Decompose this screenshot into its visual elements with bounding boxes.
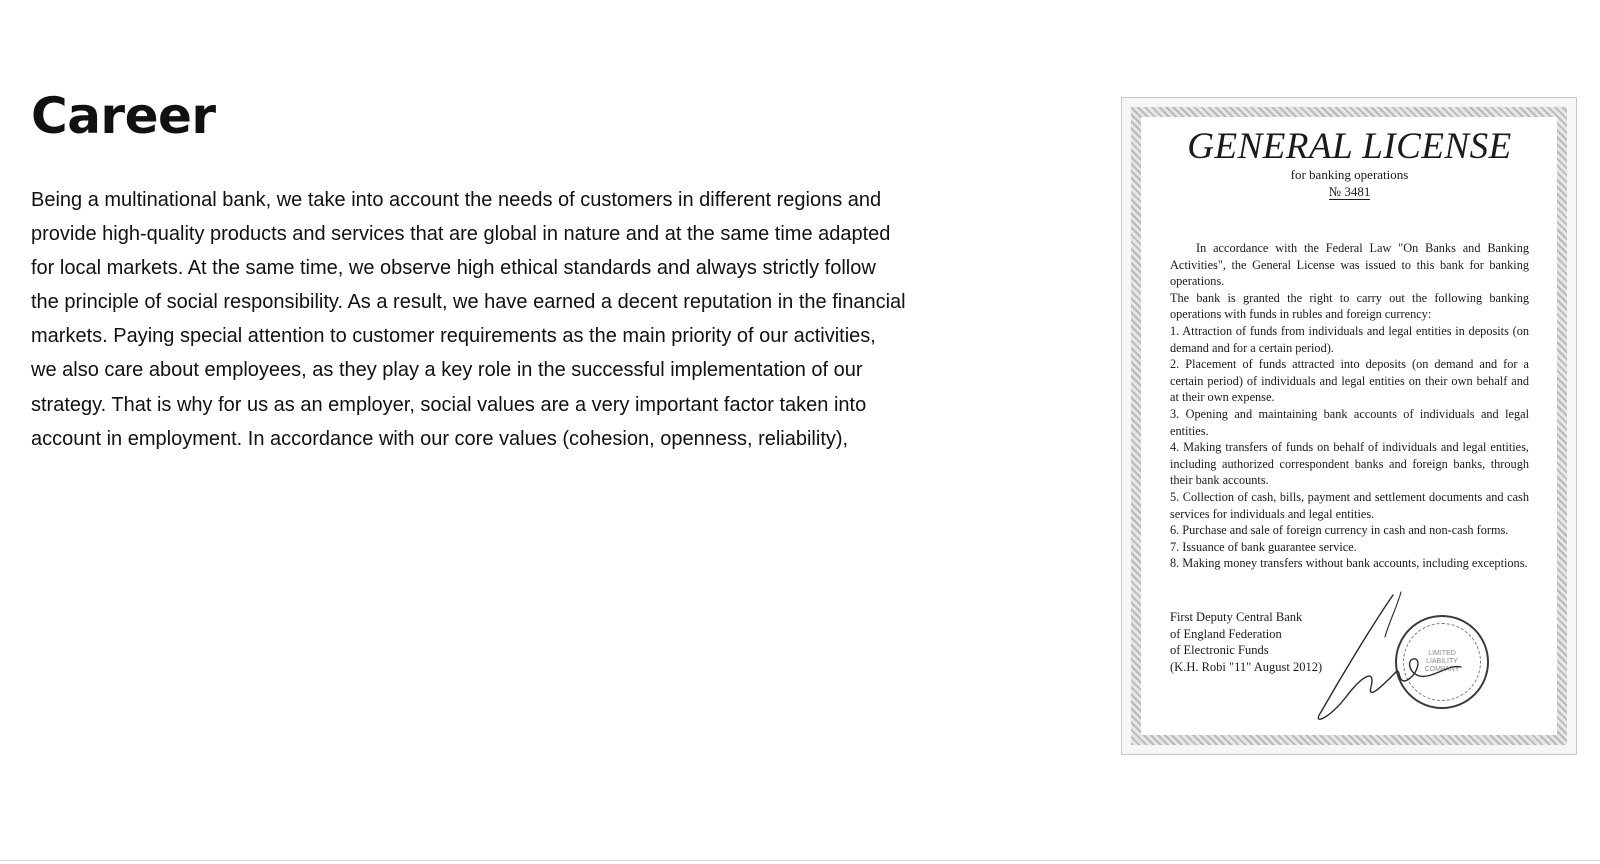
signatory-line: (K.H. Robi "11" August 2012) (1170, 659, 1323, 674)
intro-paragraph: Being a multinational bank, we take into account the needs of customers in different regions and provide high-quality products and services that are global in nature and at the same time adapted for local markets. At the same time, we observe high ethical standards and always strictly follow the principle of social responsibility. As a result, we have earned a decent reputation in the financial markets. Paying special attention to customer requirements as the main priority of our activities, we also care about employees, as they play a key role in the successful implementation of our strategy. That is why for us as an employer, social values are a very important factor taken into account in employment. In accordance with our core values (cohesion, openness, reliability), (31, 189, 906, 450)
handwritten-signature-icon (1301, 587, 1471, 727)
license-paragraph-2: The bank is granted the right to carry out the following banking operations with funds in rubles and foreign currency: (1170, 290, 1529, 322)
signatory-line: First Deputy Central Bank (1170, 610, 1303, 624)
license-item: 3. Opening and maintaining bank accounts of individuals and legal entities. (1170, 406, 1529, 438)
license-signatory (1170, 609, 1322, 675)
license-number (1170, 183, 1529, 200)
license-paragraph-1: In accordance with the Federal Law "On Banks and Banking Activities", the General License was issued to this bank for banking operations. (1170, 241, 1529, 289)
license-number-text: № 3481 (1328, 184, 1371, 199)
signatory-line: of England Federation (1170, 626, 1282, 641)
license-item: 7. Issuance of bank guarantee service. (1170, 539, 1357, 554)
license-item: 2. Placement of funds attracted into deposits (on demand and for a certain period) of individuals and legal entities on their own behalf and at their own expense. (1170, 357, 1529, 405)
license-body (1170, 240, 1529, 572)
footer-divider (0, 860, 1600, 861)
license-subtitle: for banking operations (1290, 167, 1409, 182)
license-item: 1. Attraction of funds from individuals and legal entities in deposits (on demand and for a certain period). (1170, 323, 1529, 355)
license-item: 4. Making transfers of funds on behalf of individuals and legal entities, including authorized correspondent banks and foreign banks, through their bank accounts. (1170, 440, 1529, 488)
license-item: 8. Making money transfers without bank accounts, including exceptions. (1170, 556, 1528, 571)
signatory-line: of Electronic Funds (1170, 643, 1269, 657)
license-paper (1141, 117, 1557, 735)
license-item: 6. Purchase and sale of foreign currency in cash and non-cash forms. (1170, 523, 1509, 538)
license-title: GENERAL LICENSE (1187, 126, 1512, 167)
license-item: 5. Collection of cash, bills, payment and settlement documents and cash services for individuals and legal entities. (1170, 489, 1529, 521)
general-license-image (1121, 97, 1577, 755)
license-decorative-border (1131, 107, 1567, 745)
page-title: Career (31, 87, 216, 145)
stamp-text: LIMITED LIABILITY COMPANY (1424, 650, 1460, 673)
